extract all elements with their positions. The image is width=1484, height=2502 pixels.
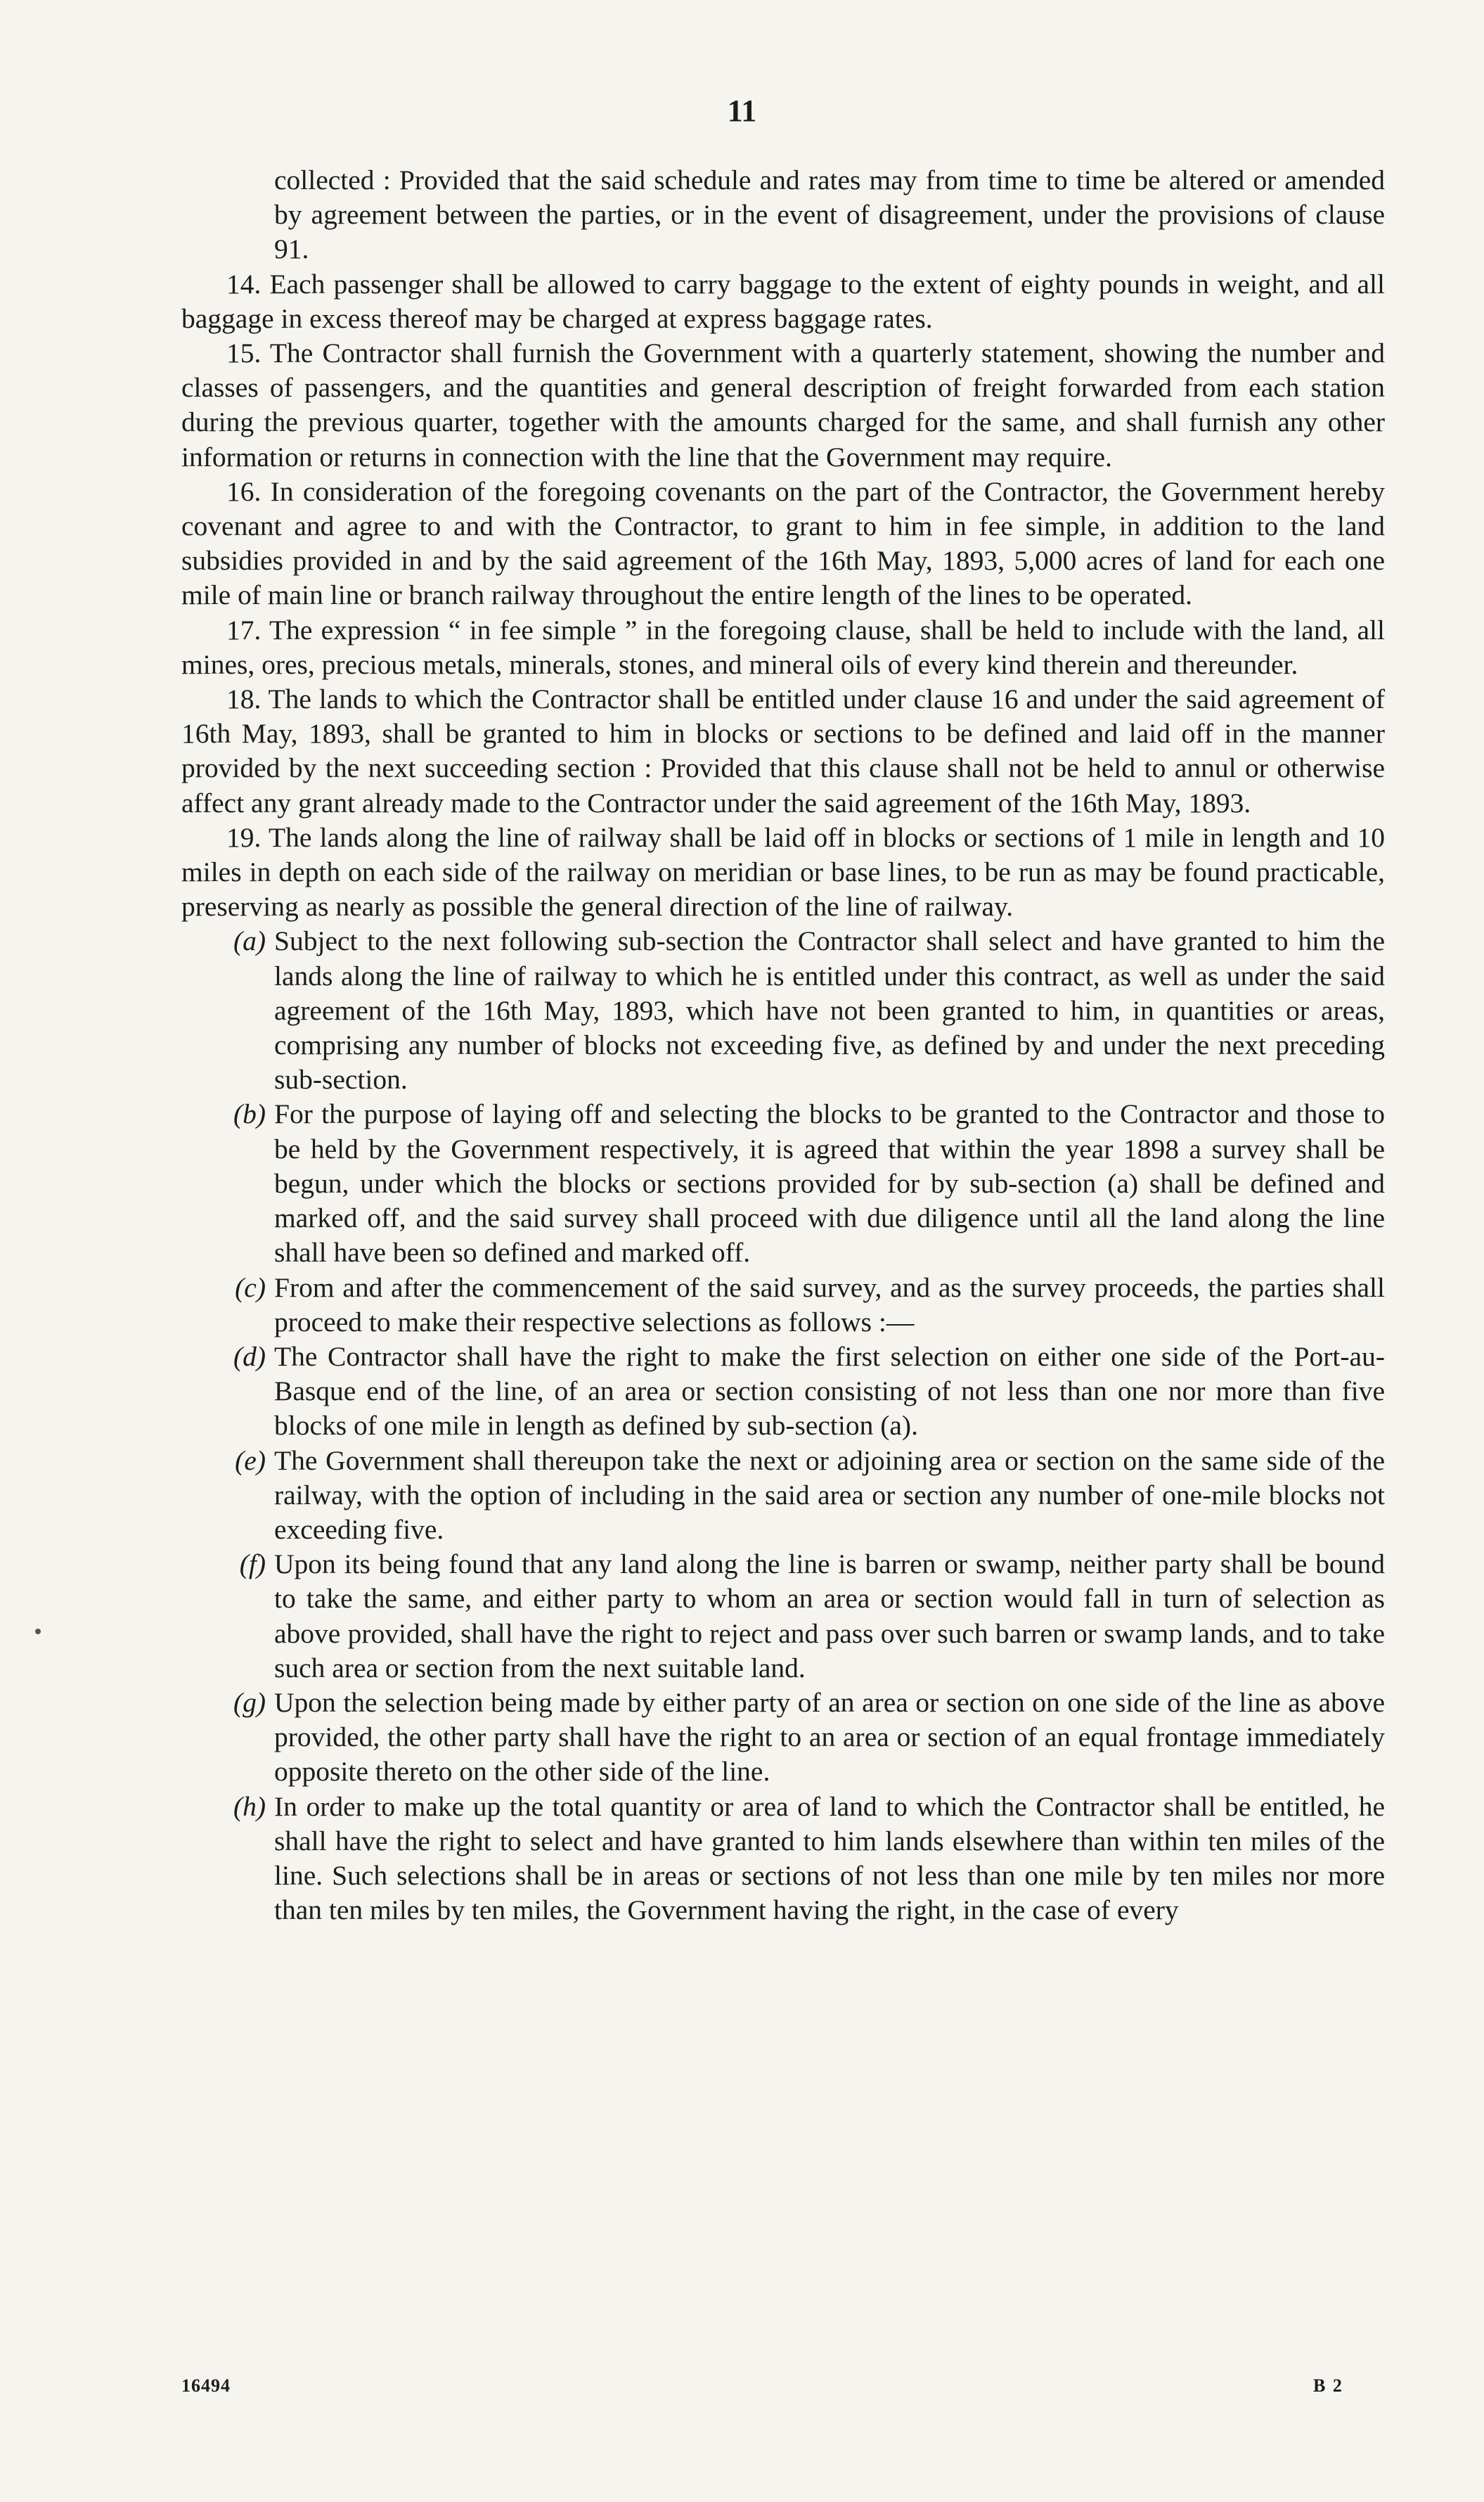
sub-section-letter: (b) [233, 1098, 266, 1130]
body-text [181, 163, 1385, 1927]
sub-section-letter: (e) [235, 1444, 266, 1476]
sub-section [181, 1444, 1385, 1548]
sub-section [181, 1271, 1385, 1340]
numbered-clause: 17. The expression “ in fee simple ” in the foregoing clause, shall be held to include with the land, all mines, ores, precious metals, minerals, stones, and mineral oils of every kind therein and thereunder. [181, 614, 1385, 680]
sub-section-letter: (c) [235, 1271, 266, 1303]
sub-section [181, 1790, 1385, 1928]
sub-section-letter: (f) [239, 1548, 266, 1580]
sub-section-letter: (a) [233, 925, 266, 957]
printer-number: 16494 [181, 2375, 231, 2396]
sub-section-letter: (g) [233, 1686, 266, 1718]
numbered-clause: 16. In consideration of the foregoing covenants on the part of the Contractor, the Government hereby covenant and agree to and with the Contractor, to grant to him in fee simple, in addition to the land subsidies provided in and by the said agreement of the 16th May, 1893, 5,000 acres of land for each one mile of main line or branch railway throughout the entire length of the lines to be operated. [181, 475, 1385, 611]
sub-section-text: In order to make up the total quantity or area of land to which the Contractor shall be entitled, he shall have the right to select and have granted to him lands elsewhere than within ten miles of the line. Such selections shall be in areas or sections of not less than one mile by ten miles nor more than ten miles by ten miles, the Government having the right, in the case of every [274, 1790, 1385, 1926]
sub-section-text: Upon its being found that any land along the line is barren or swamp, neither party shall be bound to take the same, and either party to whom an area or section would fall in turn of selection as above provided, shall have the right to reject and pass over such barren or swamp lands, and to take such area or section from the next suitable land. [274, 1548, 1385, 1683]
sub-section-letter: (h) [233, 1790, 266, 1822]
sub-section-text: The Contractor shall have the right to make the first selection on either one side of the Port-au-Basque end of the line, of an area or section consisting of not less than one nor more than five blocks of one mile in length as defined by sub-section (a). [274, 1340, 1385, 1442]
continued-text: collected : Provided that the said schedule and rates may from time to time be altered or amended by agreement between the parties, or in the event of disagreement, under the provisions of clause 91. [274, 165, 1385, 265]
numbered-clause: 15. The Contractor shall furnish the Government with a quarterly statement, showing the number and classes of passengers, and the quantities and general description of freight forwarded from each station during the previous quarter, together with the amounts charged for the same, and shall furnish any other information or returns in connection with the line that the Government may require. [181, 338, 1385, 473]
sub-section-text: Subject to the next following sub-section the Contractor shall select and have granted to him the lands along the line of railway to which he is entitled under this contract, as well as under the said agreement of the 16th May, 1893, which have not been granted to him, in quantities or areas, comprising any number of blocks not exceeding five, as defined by and under the next preceding sub-section. [274, 925, 1385, 1096]
sub-section [181, 1340, 1385, 1444]
margin-mark [35, 1629, 41, 1634]
sub-section [181, 924, 1385, 1097]
sub-section [181, 1097, 1385, 1270]
sub-section [181, 1547, 1385, 1686]
sub-section-letter: (d) [233, 1340, 266, 1372]
numbered-clause: 18. The lands to which the Contractor shall be entitled under clause 16 and under the said agreement of 16th May, 1893, shall be granted to him in blocks or sections to be defined and laid off in the manner provided by the next succeeding section : Provided that this clause shall not be held to annul or otherwise affect any grant already made to the Contractor under the said agreement of the 16th May, 1893. [181, 684, 1385, 819]
sub-section [181, 1686, 1385, 1790]
sub-section-text: For the purpose of laying off and selecting the blocks to be granted to the Contractor and those to be held by the Government respectively, it is agreed that within the year 1898 a survey shall be begun, under which the blocks or sections provided for by sub-section (a) shall be defined and marked off, and the said survey shall proceed with due diligence until all the land along the line shall have been so defined and marked off. [274, 1098, 1385, 1269]
numbered-clause: 19. The lands along the line of railway shall be laid off in blocks or sections of 1 mile in length and 10 miles in depth on each side of the railway on meridian or base lines, to be run as may be found practicable, preserving as nearly as possible the general direction of the line of railway. [181, 821, 1385, 923]
sub-section-text: The Government shall thereupon take the next or adjoining area or section on the same side of the railway, with the option of including in the said area or section any number of one-mile blocks not exceeding five. [274, 1444, 1385, 1545]
sub-section-text: From and after the commencement of the said survey, and as the survey proceeds, the parties shall proceed to make their respective selections as follows :— [274, 1271, 1385, 1337]
sub-section-text: Upon the selection being made by either party of an area or section on one side of the line as above provided, the other party shall have the right to an area or section of an equal frontage immediately opposite thereto on the other side of the line. [274, 1686, 1385, 1788]
signature-mark: B 2 [1313, 2375, 1343, 2396]
numbered-clause: 14. Each passenger shall be allowed to carry baggage to the extent of eighty pounds in weight, and all baggage in excess thereof may be charged at express baggage rates. [181, 268, 1385, 334]
page-number: 11 [727, 94, 757, 128]
